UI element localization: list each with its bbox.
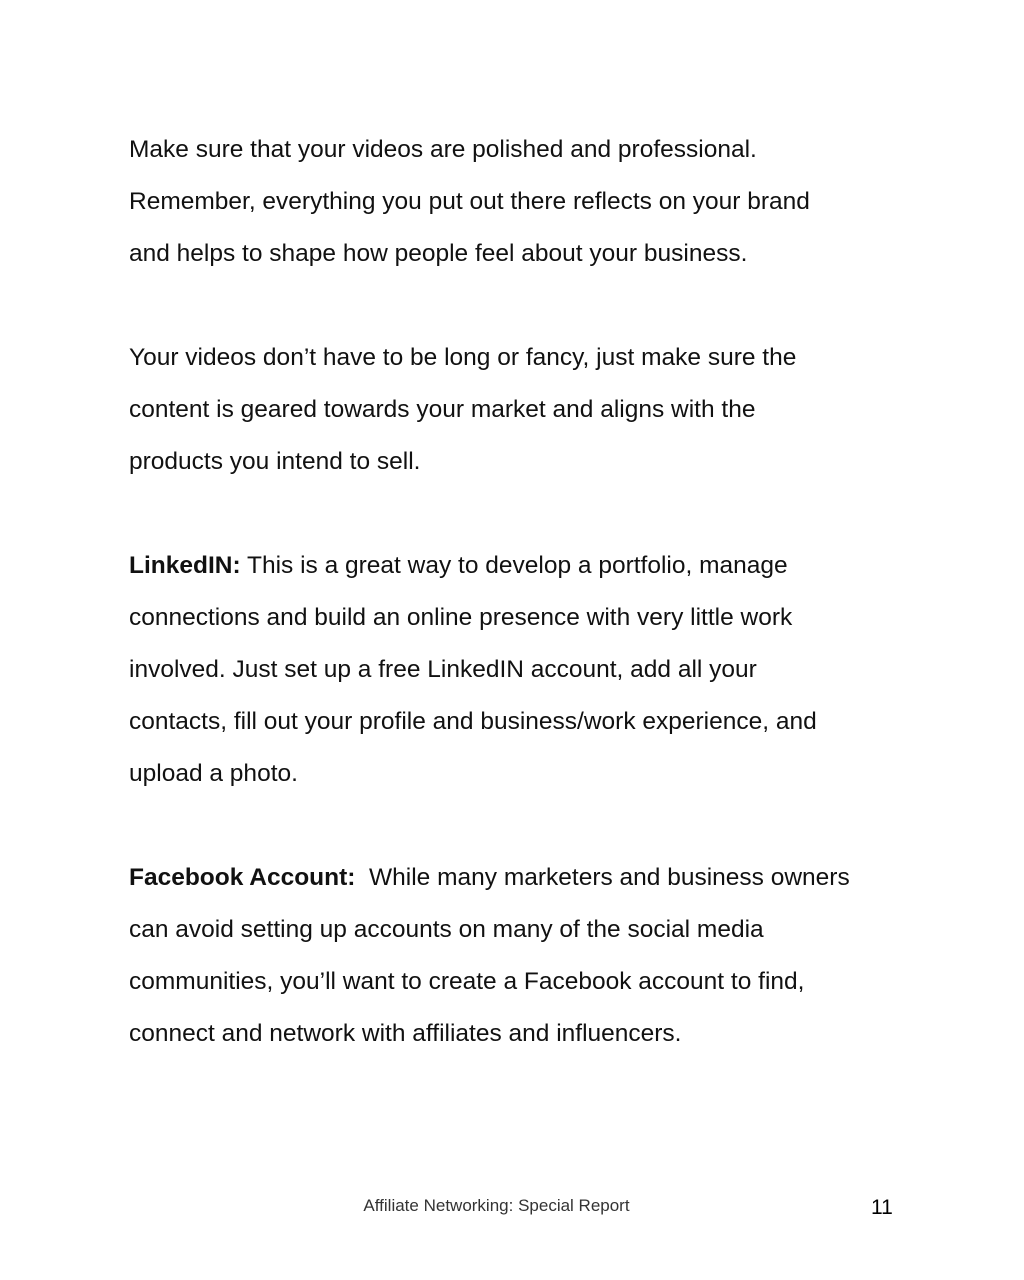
- linkedin-heading: LinkedIN:: [129, 552, 241, 579]
- text-line: contacts, fill out your profile and business/work experience, and: [129, 708, 817, 735]
- text-line: connect and network with affiliates and influencers.: [129, 1020, 682, 1047]
- linkedin-intro-text: This is a great way to develop a portfolio, manage: [240, 552, 788, 579]
- paragraph-linkedin: [129, 540, 899, 800]
- document-body: [129, 124, 899, 1112]
- text-line: products you intend to sell.: [129, 448, 421, 475]
- text-line: involved. Just set up a free LinkedIN account, add all your: [129, 656, 757, 683]
- facebook-intro-text: While many marketers and business owners: [355, 864, 850, 891]
- page-number: 11: [871, 1196, 893, 1219]
- text-line: connections and build an online presence with very little work: [129, 604, 793, 631]
- facebook-heading: Facebook Account:: [129, 864, 356, 891]
- text-line: Remember, everything you put out there reflects on your brand: [129, 188, 810, 215]
- footer-report-title: Affiliate Networking: Special Report: [363, 1196, 630, 1215]
- text-line: Your videos don’t have to be long or fancy, just make sure the: [129, 344, 797, 371]
- paragraph-facebook: [129, 852, 899, 1060]
- text-line: upload a photo.: [129, 760, 298, 787]
- text-line: can avoid setting up accounts on many of the social media: [129, 916, 764, 943]
- text-line: [129, 540, 899, 592]
- text-line: [129, 852, 899, 904]
- text-line: communities, you’ll want to create a Facebook account to find,: [129, 968, 805, 995]
- text-line: Make sure that your videos are polished and professional.: [129, 136, 757, 163]
- text-line: and helps to shape how people feel about your business.: [129, 240, 748, 267]
- paragraph-video-quality: [129, 124, 899, 280]
- text-line: content is geared towards your market and aligns with the: [129, 396, 756, 423]
- paragraph-video-length: [129, 332, 899, 488]
